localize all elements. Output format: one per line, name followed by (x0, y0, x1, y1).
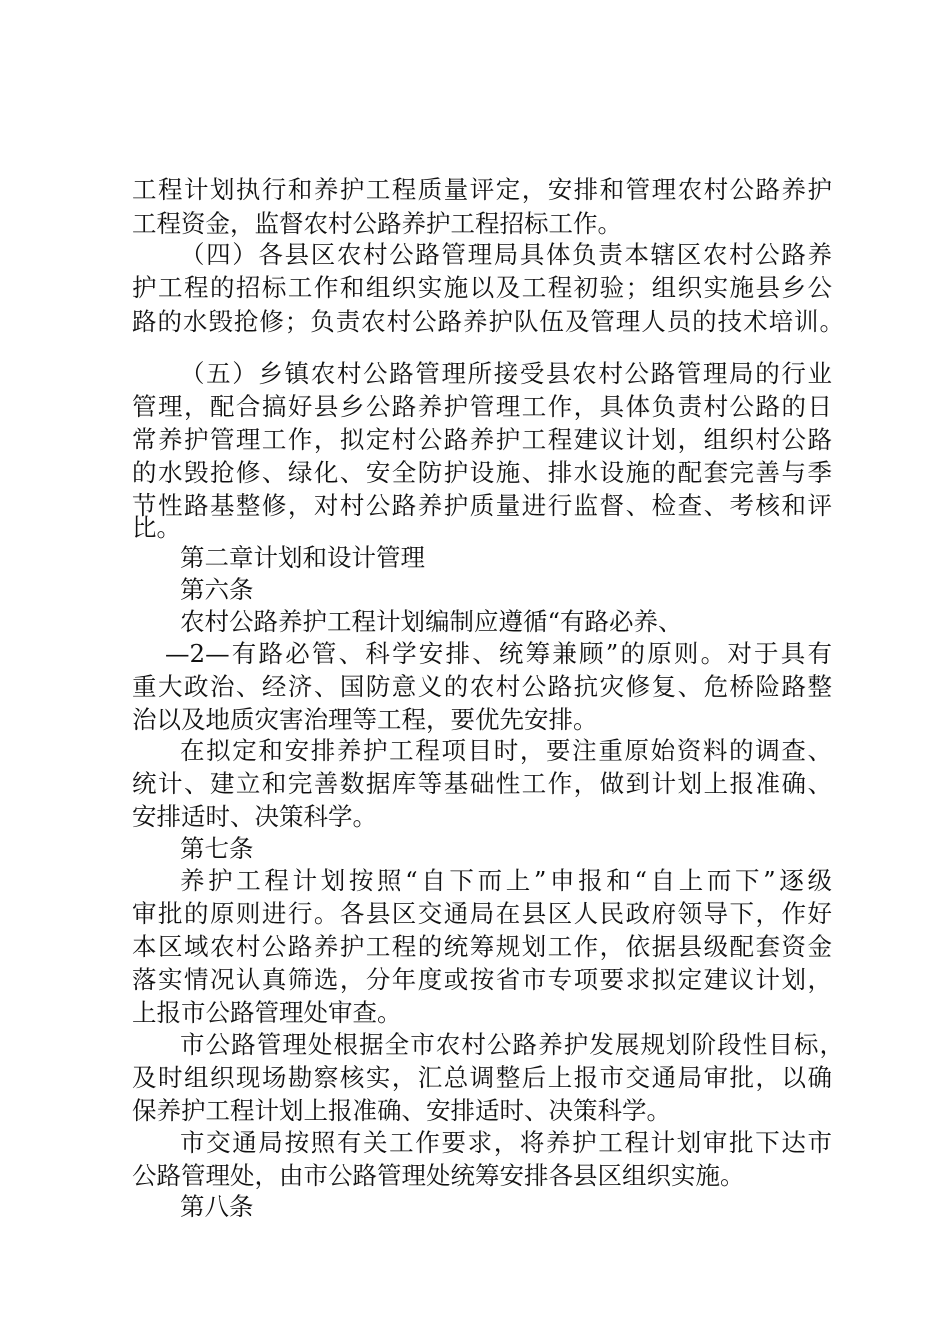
text-line: 农村公路养护工程计划编制应遵循“有路必养、 (180, 607, 683, 636)
text-line: 统计、建立和完善数据库等基础性工作，做到计划上报准确、 (132, 769, 832, 798)
article-heading: 第八条 (180, 1192, 254, 1221)
text-line: 治以及地质灾害治理等工程，要优先安排。 (132, 705, 598, 734)
text-line: 本区域农村公路养护工程的统筹规划工作，依据县级配套资金 (132, 932, 832, 961)
article-heading: 第七条 (180, 834, 254, 863)
text-line: 在拟定和安排养护工程项目时，要注重原始资料的调查、 (180, 736, 832, 765)
text-line: 常养护管理工作，拟定村公路养护工程建议计划，组织村公路 (132, 425, 832, 454)
text-line: （五）乡镇农村公路管理所接受县农村公路管理局的行业 (180, 359, 832, 388)
text-line: 路的水毁抢修；负责农村公路养护队伍及管理人员的技术培训。 (132, 307, 844, 336)
text-line: 市交通局按照有关工作要求，将养护工程计划审批下达市 (180, 1128, 832, 1157)
article-heading: 第六条 (180, 575, 254, 604)
text-line: 工程资金，监督农村公路养护工程招标工作。 (132, 209, 622, 238)
text-line: 重大政治、经济、国防意义的农村公路抗灾修复、危桥险路整 (132, 672, 832, 701)
chapter-heading: 第二章计划和设计管理 (180, 543, 425, 572)
text-line: 安排适时、决策科学。 (132, 802, 377, 831)
text-line: 落实情况认真筛选，分年度或按省市专项要求拟定建议计划， (132, 965, 832, 994)
text-line: 护工程的招标工作和组织实施以及工程初验；组织实施县乡公 (132, 273, 832, 302)
text-line: 公路管理处，由市公路管理处统筹安排各县区组织实施。 (132, 1161, 745, 1190)
text-line: （四）各县区农村公路管理局具体负责本辖区农村公路养 (180, 240, 832, 269)
text-line: 比。 (132, 513, 181, 542)
text-line: 上报市公路管理处审查。 (132, 998, 402, 1027)
text-line: 节性路基整修，对村公路养护质量进行监督、检查、考核和评 (132, 491, 832, 520)
text-line: 保养护工程计划上报准确、安排适时、决策科学。 (132, 1096, 671, 1125)
text-line: 及时组织现场勘察核实，汇总调整后上报市交通局审批，以确 (132, 1063, 832, 1092)
text-line: 审批的原则进行。各县区交通局在县区人民政府领导下，作好 (132, 899, 832, 928)
text-line: 工程计划执行和养护工程质量评定，安排和管理农村公路养护 (132, 175, 832, 204)
text-line: 的水毁抢修、绿化、安全防护设施、排水设施的配套完善与季 (132, 458, 832, 487)
text-line: 市公路管理处根据全市农村公路养护发展规划阶段性目标， (180, 1030, 844, 1059)
text-line: —2—有路必管、科学安排、统筹兼顾”的原则。对于具有 (165, 639, 832, 668)
text-line: 管理，配合搞好县乡公路养护管理工作，具体负责村公路的日 (132, 392, 832, 421)
text-line: 养护工程计划按照“自下而上”申报和“自上而下”逐级 (180, 866, 832, 895)
